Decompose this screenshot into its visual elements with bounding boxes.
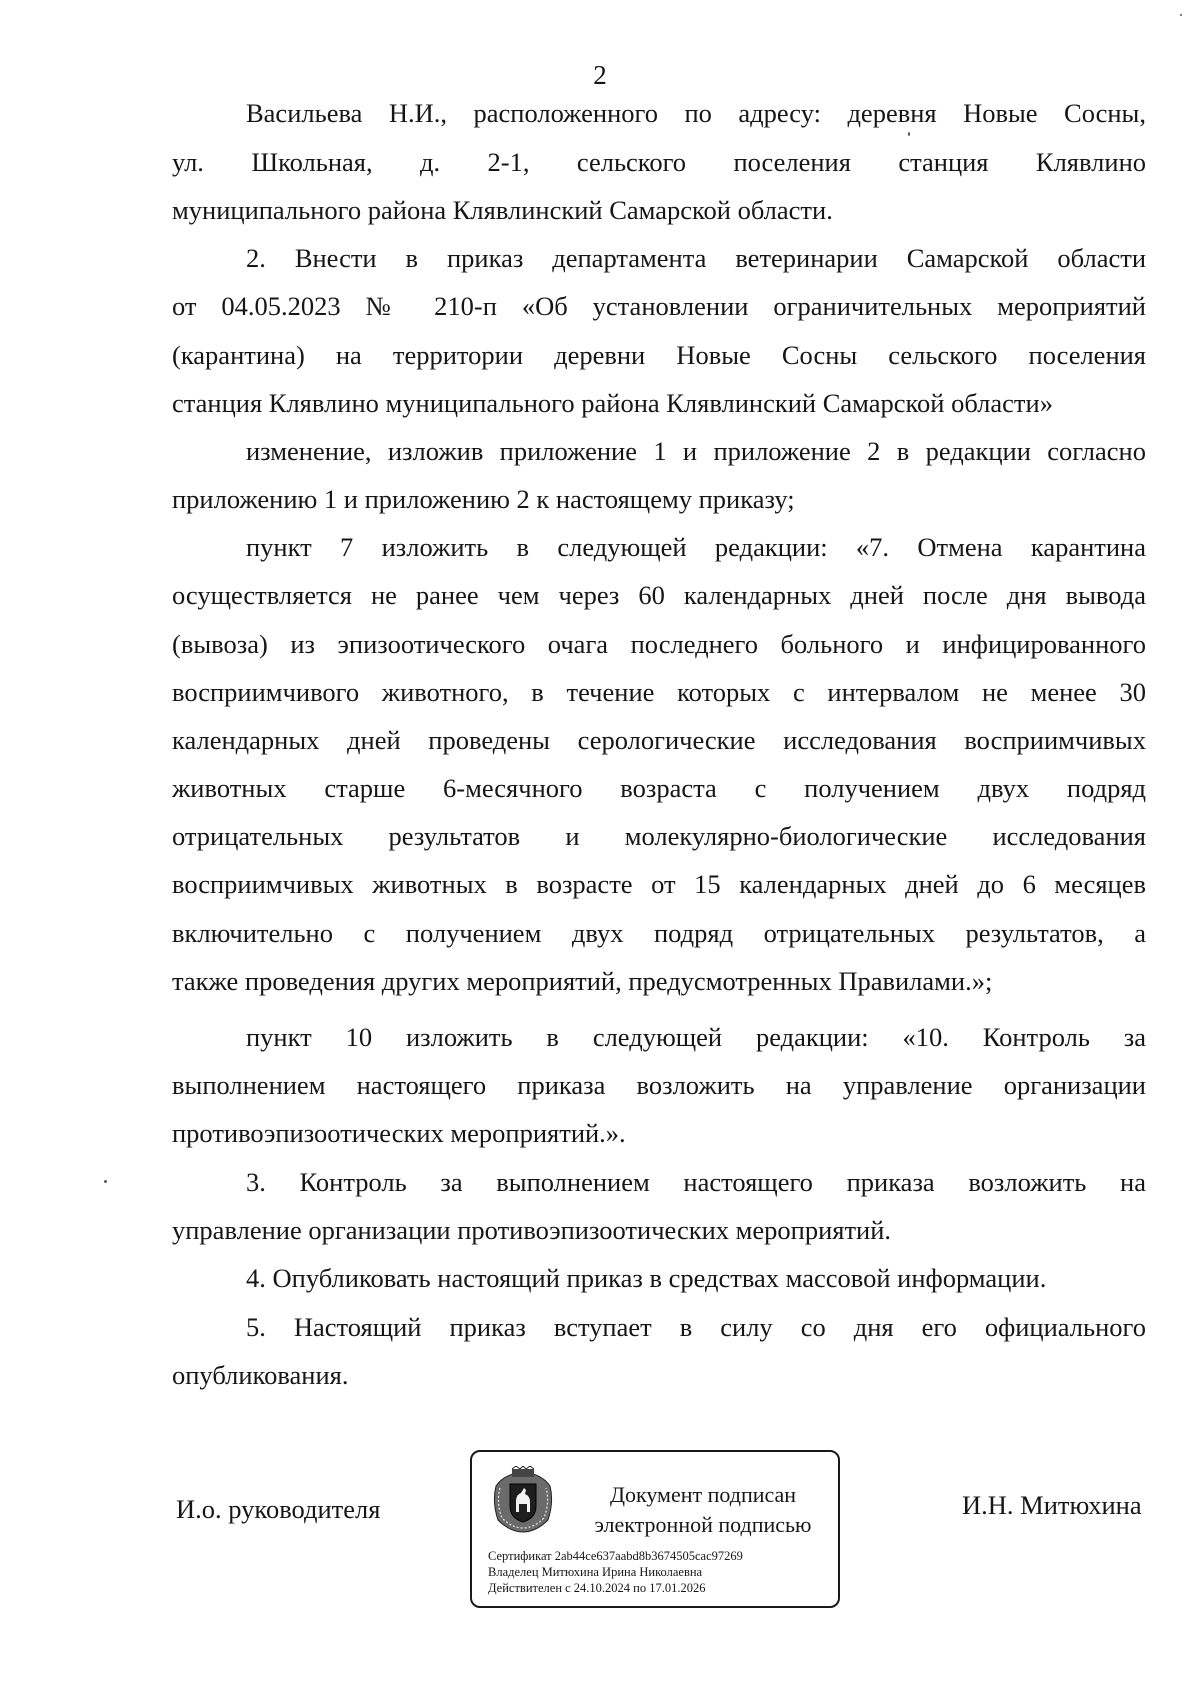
text-line: 4. Опубликовать настоящий приказ в средствах массовой информации. <box>246 1263 1047 1293</box>
certificate-owner: Владелец Митюхина Ирина Николаевна <box>488 1565 703 1579</box>
text-line: ул. Школьная, д. 2-1, сельского поселения станция Клявлино <box>172 147 1146 177</box>
text-line: пункт 7 изложить в следующей редакции: «7. Отмена карантина <box>246 532 1146 562</box>
text-line: восприимчивого животного, в течение которых с интервалом не менее 30 <box>172 677 1146 707</box>
text-line: приложению 1 и приложению 2 к настоящему приказу; <box>172 484 795 514</box>
signer-name: И.Н. Митюхина <box>962 1490 1142 1520</box>
certificate-number: Сертификат 2ab44ce637aabd8b3674505cac97269 <box>488 1549 743 1563</box>
stamp-heading-line: электронной подписью <box>594 1512 812 1537</box>
text-line: опубликования. <box>172 1360 349 1390</box>
text-line: осуществляется не ранее чем через 60 календарных дней после дня вывода <box>172 580 1146 610</box>
text-line: восприимчивых животных в возрасте от 15 календарных дней до 6 месяцев <box>172 869 1146 899</box>
text-line: отрицательных результатов и молекулярно-биологические исследования <box>172 821 1146 851</box>
text-line: управление организации противоэпизоотических мероприятий. <box>172 1215 892 1245</box>
text-line: выполнением настоящего приказа возложить на управление организации <box>172 1070 1146 1100</box>
signer-title: И.о. руководителя <box>176 1494 381 1524</box>
scan-speck <box>908 132 910 136</box>
text-line: 5. Настоящий приказ вступает в силу со дня его официального <box>246 1312 1146 1342</box>
samara-region-coat-of-arms-icon <box>490 1466 556 1534</box>
page-number: 2 <box>593 60 607 90</box>
scan-speck <box>1180 14 1182 16</box>
text-line: также проведения других мероприятий, предусмотренных Правилами.»; <box>172 966 993 996</box>
text-line: (вывоза) из эпизоотического очага последнего больного и инфицированного <box>172 629 1146 659</box>
text-line: (карантина) на территории деревни Новые Сосны сельского поселения <box>172 340 1146 370</box>
stamp-heading-line: Документ подписан <box>609 1482 797 1507</box>
signature-block <box>0 1450 1200 1610</box>
stamp-details <box>488 1548 833 1596</box>
text-line: пункт 10 изложить в следующей редакции: «10. Контроль за <box>246 1022 1146 1052</box>
text-line: от 04.05.2023 № 210-п «Об установлении ограничительных мероприятий <box>172 291 1146 321</box>
text-line: календарных дней проведены серологические исследования восприимчивых <box>172 725 1146 755</box>
text-line: противоэпизоотических мероприятий.». <box>172 1118 626 1148</box>
text-line: 3. Контроль за выполнением настоящего приказа возложить на <box>246 1167 1146 1197</box>
electronic-signature-stamp <box>470 1450 840 1608</box>
scan-speck <box>104 1180 107 1183</box>
text-line: муниципального района Клявлинский Самарской области. <box>172 195 833 225</box>
text-line: включительно с получением двух подряд отрицательных результатов, а <box>172 918 1146 948</box>
text-line: 2. Внести в приказ департамента ветеринарии Самарской области <box>246 243 1146 273</box>
text-line: изменение, изложив приложение 1 и приложение 2 в редакции согласно <box>246 436 1146 466</box>
text-line: Васильева Н.И., расположенного по адресу: деревня Новые Сосны, <box>246 98 1146 128</box>
certificate-validity: Действителен с 24.10.2024 по 17.01.2026 <box>488 1581 706 1595</box>
stamp-heading <box>572 1480 834 1540</box>
text-line: животных старше 6-месячного возраста с получением двух подряд <box>172 773 1146 803</box>
text-line: станция Клявлино муниципального района Клявлинский Самарской области» <box>172 388 1053 418</box>
